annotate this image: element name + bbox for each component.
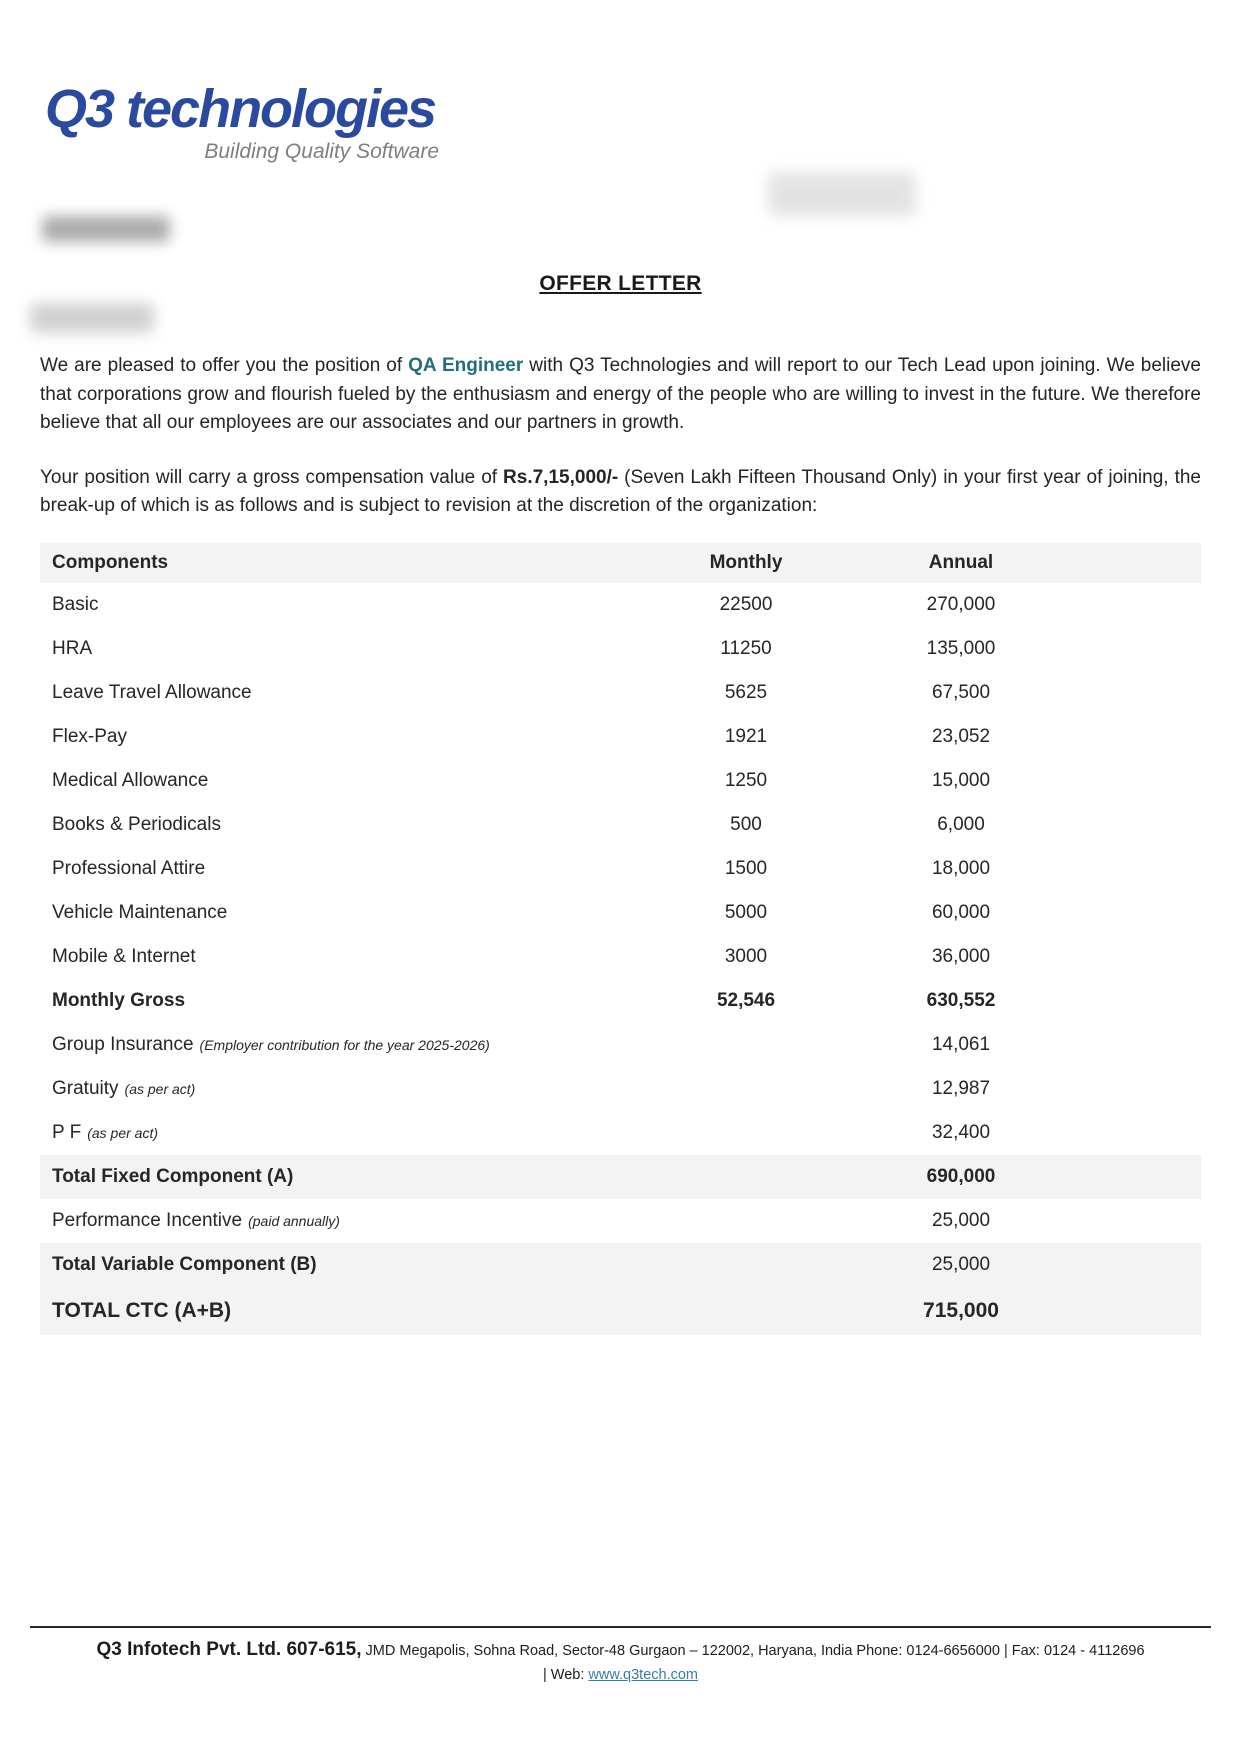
annual-value: 36,000 [931, 945, 991, 967]
company-website-link[interactable]: www.q3tech.com [588, 1666, 698, 1683]
compensation-text-pre: Your position will carry a gross compensation value of [40, 466, 504, 488]
table-row [40, 627, 1201, 671]
table-row [40, 1155, 1201, 1199]
footer-web-line [30, 1667, 1211, 1683]
table-row [40, 1243, 1201, 1287]
component-label: Books & Periodicals [52, 813, 221, 835]
annual-value: 32,400 [931, 1121, 991, 1143]
annual-value: 60,000 [931, 901, 991, 923]
monthly-value: 1921 [724, 725, 768, 747]
component-label: Group Insurance [52, 1033, 194, 1055]
component-label: Total Variable Component (B) [52, 1253, 317, 1275]
company-logo [45, 79, 445, 164]
redacted-reference [30, 303, 154, 333]
table-row [40, 1023, 1201, 1067]
footer-company-name: Q3 Infotech Pvt. Ltd. 607-615, [96, 1639, 362, 1660]
component-label: Professional Attire [52, 857, 206, 879]
letter-body [40, 352, 1201, 1335]
annual-value: 25,000 [931, 1209, 991, 1231]
gross-compensation-amount: Rs.7,15,000/- [503, 466, 619, 488]
footer-address-line [30, 1636, 1211, 1665]
component-label: Mobile & Internet [52, 945, 196, 967]
monthly-value: 11250 [720, 637, 772, 659]
header-annual: Annual [928, 551, 994, 573]
page-footer [30, 1626, 1211, 1683]
footer-address: JMD Megapolis, Sohna Road, Sector-48 Gurgaon – 122002, Haryana, India Phone: 0124-6656000 | Fax: 0124 - 4112696 [361, 1643, 1145, 1659]
annual-value: 630,552 [926, 989, 996, 1011]
monthly-value: 5000 [724, 901, 768, 923]
monthly-value: 3000 [724, 945, 768, 967]
component-label: Leave Travel Allowance [52, 681, 252, 703]
table-row [40, 891, 1201, 935]
table-row [40, 715, 1201, 759]
component-label: Basic [52, 593, 99, 615]
component-label: HRA [52, 637, 93, 659]
annual-value: 18,000 [931, 857, 991, 879]
component-label: Gratuity [52, 1077, 119, 1099]
monthly-value: 5625 [724, 681, 768, 703]
monthly-value: 52,546 [716, 989, 776, 1011]
component-label: Monthly Gross [52, 989, 186, 1011]
component-note: (as per act) [87, 1124, 159, 1141]
table-row [40, 759, 1201, 803]
annual-value: 270,000 [926, 593, 996, 615]
compensation-paragraph [40, 464, 1201, 521]
component-label: Medical Allowance [52, 769, 209, 791]
monthly-value: 22500 [719, 593, 773, 615]
component-label: TOTAL CTC (A+B) [52, 1298, 232, 1322]
table-header-row [40, 543, 1201, 583]
annual-value: 23,052 [931, 725, 991, 747]
redacted-top-right [768, 172, 916, 216]
table-row [40, 935, 1201, 979]
component-note: (paid annually) [248, 1212, 340, 1229]
monthly-value: 1250 [724, 769, 768, 791]
component-label: Performance Incentive [52, 1209, 243, 1231]
table-row [40, 979, 1201, 1023]
intro-text-post: with Q3 Technologies and will report to our Tech Lead upon joining. We believe that corporations grow and flourish fueled by the enthusiasm and energy of the people who are willing to invest in the future. We therefore believe that all our employees are our associates and our partners in growth. [40, 355, 1201, 433]
component-label: P F [52, 1121, 82, 1143]
header-monthly: Monthly [709, 551, 783, 573]
logo-tagline: Building Quality Software [204, 140, 439, 163]
compensation-table-body [40, 583, 1201, 1335]
table-row [40, 803, 1201, 847]
table-row [40, 671, 1201, 715]
annual-value: 12,987 [931, 1077, 991, 1099]
annual-value: 25,000 [931, 1253, 991, 1275]
position-title: QA Engineer [408, 355, 524, 376]
intro-paragraph [40, 352, 1201, 438]
component-label: Total Fixed Component (A) [52, 1165, 294, 1187]
monthly-value: 1500 [724, 857, 768, 879]
table-row [40, 1199, 1201, 1243]
table-row [40, 1287, 1201, 1335]
annual-value: 14,061 [931, 1033, 991, 1055]
table-row [40, 1111, 1201, 1155]
component-label: Vehicle Maintenance [52, 901, 228, 923]
document-title: OFFER LETTER [539, 272, 702, 295]
annual-value: 715,000 [923, 1298, 999, 1322]
component-note: (as per act) [124, 1080, 196, 1097]
annual-value: 135,000 [926, 637, 996, 659]
table-row [40, 583, 1201, 627]
table-row [40, 847, 1201, 891]
component-label: Flex-Pay [52, 725, 127, 747]
intro-text-pre: We are pleased to offer you the position of [40, 355, 409, 376]
annual-value: 15,000 [931, 769, 991, 791]
annual-value: 690,000 [926, 1165, 996, 1187]
compensation-text-post: (Seven Lakh Fifteen Thousand Only) in your first year of joining, the break-up of which is as follows and is subject to revision at the discretion of the organization: [40, 466, 1201, 516]
footer-web-label: | Web: [542, 1666, 589, 1683]
header-components: Components [52, 551, 169, 573]
compensation-table [40, 543, 1201, 1335]
table-row [40, 1067, 1201, 1111]
component-note: (Employer contribution for the year 2025-2026) [199, 1036, 490, 1053]
annual-value: 67,500 [931, 681, 991, 703]
monthly-value: 500 [730, 813, 762, 835]
annual-value: 6,000 [937, 813, 985, 835]
logo-wordmark: Q3 technologies [45, 79, 436, 139]
redacted-recipient-name [42, 216, 170, 242]
